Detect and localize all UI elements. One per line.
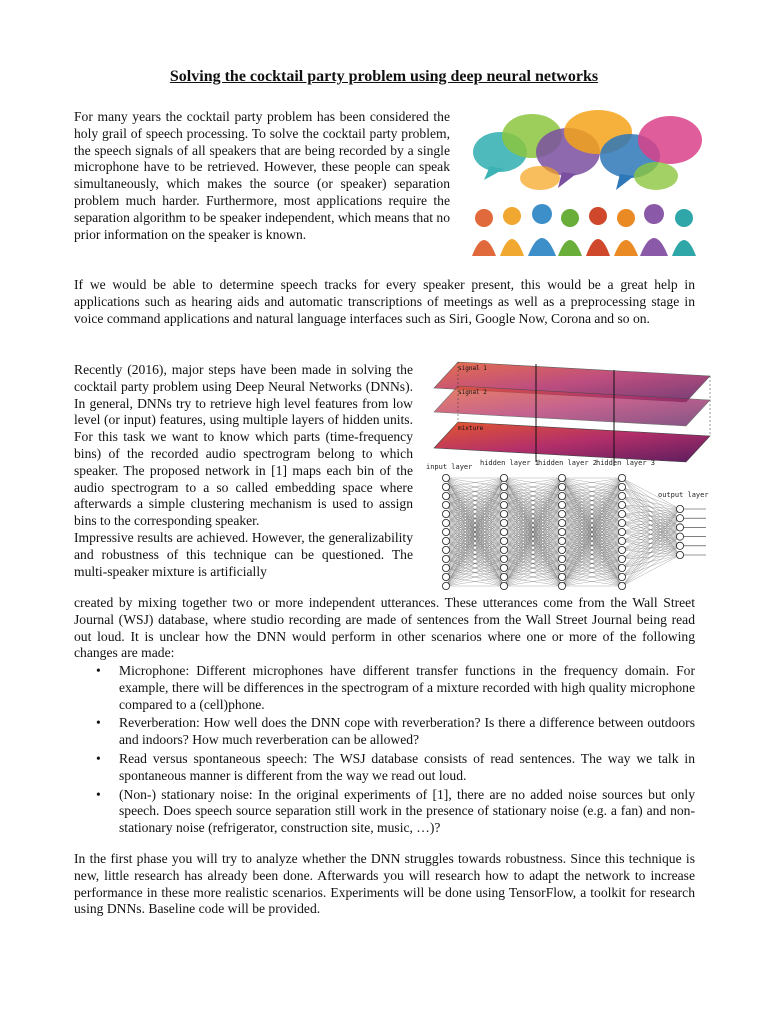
network-node bbox=[676, 505, 683, 512]
network-node bbox=[500, 555, 507, 562]
network-node bbox=[618, 573, 625, 580]
list-item: • (Non-) stationary noise: In the original experiments of [1], there are no added noise sources but only speech. Does speech source separation still work in the presence of stationary noise (e.g. a fan) and non-stationary noise (refrigerator, construction site, music, …)? bbox=[74, 787, 695, 837]
speech-bubbles-illustration bbox=[470, 106, 706, 258]
network-node bbox=[676, 533, 683, 540]
network-node bbox=[558, 528, 565, 535]
research-paragraph: In the first phase you will try to analyze whether the DNN struggles towards robustness. Since this technique is new, little research has already been done. Afterwards you will research how to adapt the network to increase performance in these more realistic scenarios. Experiments will be done using TensorFlow, a toolkit for research using DNNs. Baseline code will be provided. bbox=[74, 851, 695, 917]
network-node bbox=[442, 492, 449, 499]
network-node bbox=[618, 564, 625, 571]
network-node bbox=[500, 528, 507, 535]
network-node bbox=[442, 510, 449, 517]
network-node bbox=[442, 582, 449, 589]
network-node bbox=[618, 483, 625, 490]
network-node bbox=[500, 501, 507, 508]
network-node bbox=[618, 501, 625, 508]
network-node bbox=[442, 501, 449, 508]
network-node bbox=[618, 537, 625, 544]
network-node bbox=[500, 519, 507, 526]
scenario-list bbox=[74, 663, 695, 839]
network-node bbox=[558, 492, 565, 499]
network-node bbox=[442, 564, 449, 571]
network-node bbox=[558, 501, 565, 508]
network-connection bbox=[622, 518, 680, 586]
network-node bbox=[558, 537, 565, 544]
network-connection bbox=[622, 555, 680, 586]
intro-paragraph: For many years the cocktail party problem has been considered the holy grail of speech processing. To solve the cocktail party problem, the speech signals of all speakers that are being recorded by a single microphone have to be retrieved. However, these people can speak simultaneously, which makes the source (or speaker) separation problem much harder. Furthermore, most applications require the separation algorithm to be speaker independent, which means that no prior information on the speaker is known. bbox=[74, 109, 450, 242]
output-layer-label: output layer bbox=[658, 491, 709, 499]
network-node bbox=[618, 519, 625, 526]
network-node bbox=[442, 573, 449, 580]
network-node bbox=[442, 555, 449, 562]
list-item: • Read versus spontaneous speech: The WSJ database consists of read sentences. The way we talk in spontaneous manner is different from the way we read out loud. bbox=[74, 751, 695, 785]
network-node bbox=[558, 573, 565, 580]
network-node bbox=[442, 519, 449, 526]
network-node bbox=[500, 474, 507, 481]
dnn-paragraph: Recently (2016), major steps have been made in solving the cocktail party problem using Deep Neural Networks (DNNs). In general, DNNs try to retrieve high level features from low level (or input) features, using multiple layers of hidden units. For this task we want to know which parts (time-frequency bins) of the recorded audio spectrogram belong to which speaker. The proposed network in [1] maps each bin of the audio spectrogram to a so called embedding space where afterwards a simple clustering mechanism is used to assign bins to the corresponding speaker. Impressive results are achieved. However, the generalizability and robustness of this technique can be questioned. The multi-speaker mixture is artificially bbox=[74, 362, 413, 579]
document-title: Solving the cocktail party problem using deep neural networks bbox=[169, 68, 599, 85]
network-node bbox=[558, 519, 565, 526]
spectrogram-label-signal1: signal 1 bbox=[458, 365, 487, 372]
network-node bbox=[500, 564, 507, 571]
network-node bbox=[558, 582, 565, 589]
network-node bbox=[500, 492, 507, 499]
network-node bbox=[676, 524, 683, 531]
dnn-figure bbox=[424, 358, 712, 594]
network-node bbox=[558, 564, 565, 571]
list-item: • Microphone: Different microphones have different transfer functions in the frequency domain. For example, there will be differences in the spectrogram of a mixture recorded with high quality microphone compared to a (cell)phone. bbox=[74, 663, 695, 713]
network-node bbox=[500, 510, 507, 517]
network-node bbox=[618, 582, 625, 589]
hidden-layer-3-label: hidden layer 3 bbox=[596, 459, 656, 467]
network-node bbox=[442, 528, 449, 535]
network-node bbox=[558, 555, 565, 562]
input-layer-label: input layer bbox=[426, 463, 473, 471]
network-node bbox=[558, 483, 565, 490]
spectrogram-layers bbox=[434, 362, 710, 466]
network-node bbox=[618, 555, 625, 562]
people-silhouettes bbox=[472, 204, 696, 256]
network-node bbox=[500, 537, 507, 544]
network-node bbox=[618, 474, 625, 481]
network-connection bbox=[622, 537, 680, 586]
network-node bbox=[618, 546, 625, 553]
network-node bbox=[618, 528, 625, 535]
wsj-paragraph: created by mixing together two or more independent utterances. These utterances come from the Wall Street Journal (WSJ) database, where studio recording are made of sentences from the Wall Street Journal being read out loud. It is unclear how the DNN would perform in other scenarios where one or more of the following changes are made: bbox=[74, 595, 695, 661]
spectrogram-label-signal2: signal 2 bbox=[458, 389, 487, 396]
network-node bbox=[442, 546, 449, 553]
network-node bbox=[676, 515, 683, 522]
network-node bbox=[442, 537, 449, 544]
network-node bbox=[442, 483, 449, 490]
hidden-layer-2-label: hidden layer 2 bbox=[538, 459, 598, 467]
list-item: • Reverberation: How well does the DNN cope with reverberation? Is there a difference between outdoors and indoors? How much reverberation can be allowed? bbox=[74, 715, 695, 749]
network-node bbox=[676, 542, 683, 549]
network-connection bbox=[622, 546, 680, 586]
spectrogram-label-mixture: mixture bbox=[458, 425, 484, 432]
applications-paragraph: If we would be able to determine speech tracks for every speaker present, this would be a great help in applications such as hearing aids and automatic transcriptions of meetings as well as a preprocessing stage in voice command applications and natural language interfaces such as Siri, Google Now, Corona and so on. bbox=[74, 277, 695, 326]
network-node bbox=[500, 546, 507, 553]
network-node bbox=[500, 582, 507, 589]
network-node bbox=[558, 474, 565, 481]
network-node bbox=[500, 483, 507, 490]
network-node bbox=[558, 546, 565, 553]
network-node bbox=[558, 510, 565, 517]
network-node bbox=[676, 551, 683, 558]
hidden-layer-1-label: hidden layer 1 bbox=[480, 459, 540, 467]
network-node bbox=[618, 510, 625, 517]
network-node bbox=[618, 492, 625, 499]
network-node bbox=[500, 573, 507, 580]
network-node bbox=[442, 474, 449, 481]
